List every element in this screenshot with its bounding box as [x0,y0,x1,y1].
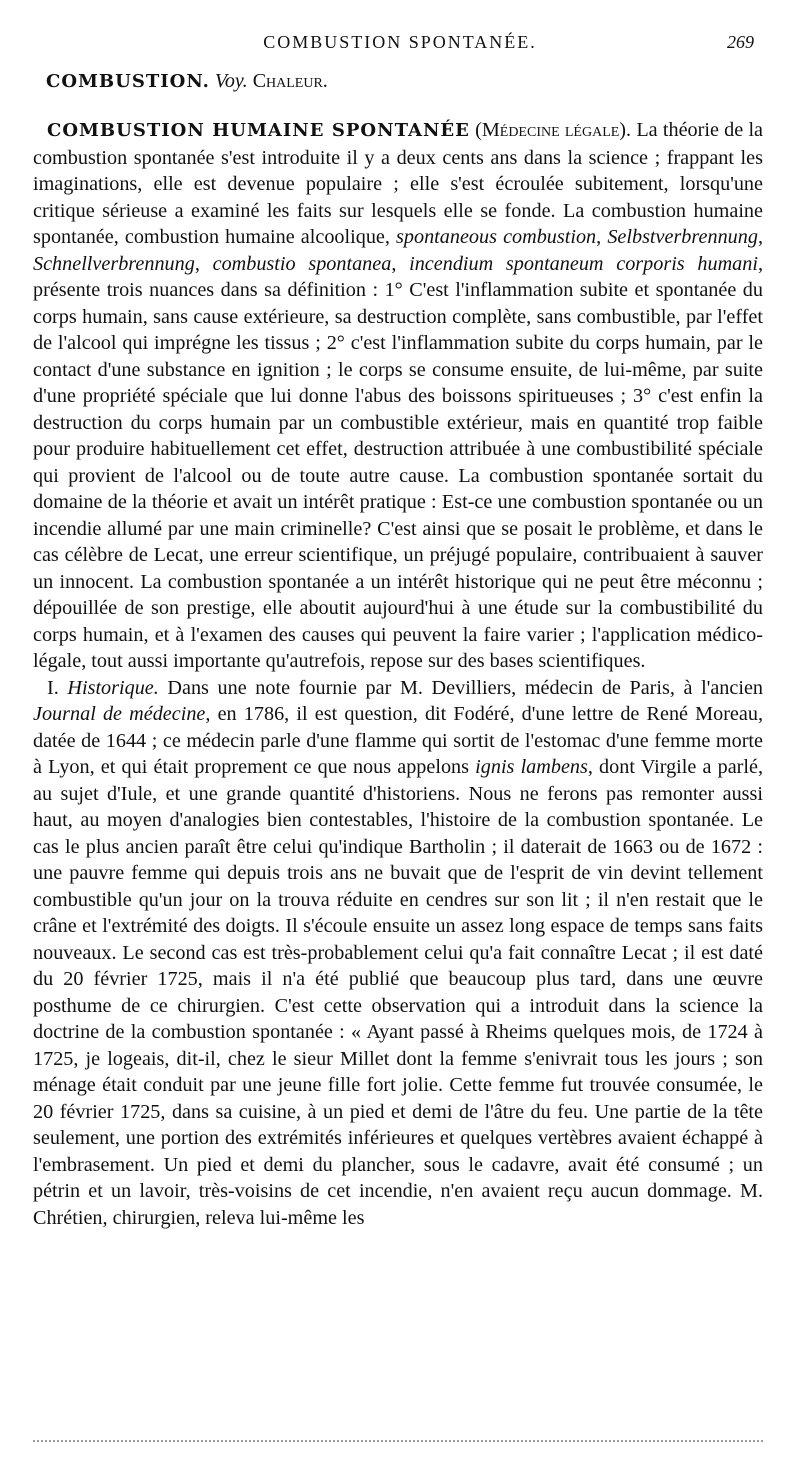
historique-paragraph [33,675,763,1232]
italic-term: combustio spontanea [212,252,392,275]
entry-combustion [46,70,328,93]
section-title: Historique. [67,676,159,699]
section-numeral: I. [47,676,59,699]
text-run: Dans une note fournie par M. Devilliers, médecin de Paris, à l'ancien [158,676,764,699]
footer-divider [33,1440,763,1446]
italic-term: ignis lambens [475,756,588,778]
text-run: , [391,252,410,275]
text-run: La théorie de la combustion spontanée s'est introduite il y a deux cents ans dans la science ; frappant les imaginations, elle est devenue populaire ; elle s'est écroulée subitement, lorsqu'une critique sérieuse a examiné les faits sur lesquels elle se fonde. La combustion humaine spontanée, combustion humaine alcoolique, [33,119,764,248]
italic-term: Journal de médecine [33,703,206,725]
italic-term: Selbstverbrennung [607,226,758,248]
text-run: , [194,252,213,275]
text-run: , présente trois nuances dans sa définition : 1° C'est l'inflammation subite et spontanée du corps humain, sans cause extérieure, sa destruction complète, sans combustible, par l'effet de l'alcool qui imprégne les tissus ; 2° c'est l'inflammation subite du corps humain, par le contact d'une substance en ignition ; le corps se consume ensuite, de lui-même, par suite d'une propriété spéciale que lui donne l'abus des boissons spiritueuses ; 3° c'est enfin la destruction du corps humain par un combustible extérieur, mais en quantité trop faible pour produire habituellement cet effet, destruction attribuée à une combustibilité spéciale qui provient de l'alcool ou de toute autre cause. La combustion spontanée sortait du domaine de la théorie et avait un intérêt pratique : Est-ce une combustion spontanée ou un incendie allumé par une main criminelle? C'est ainsi que se posait le problème, et dans le cas célèbre de Lecat, une erreur scientifique, un préjugé populaire, contribuaient à sauver un innocent. La combustion spontanée a un intérêt historique qui ne peut être méconnu ; dépouillée de son prestige, elle aboutit aujourd'hui à une étude sur la combustibilité du corps humain, et à l'examen des causes qui peuvent la faire varier ; l'application médico-légale, tout aussi importante qu'autrefois, repose sur des bases scientifiques. [33,252,763,672]
entry-ref-voy: Voy. [214,70,248,92]
italic-term: Schnellverbrennung [33,252,195,275]
italic-term: incendium spontaneum corporis humani [409,252,758,275]
article-headword: COMBUSTION HUMAINE SPONTANÉE [47,120,470,141]
article-intro-paragraph [33,117,763,675]
text-run: , en 1786, il est question, dit Fodéré, d'une lettre de René Moreau, datée de 1644 ; ce médecin parle d'une flamme qui sortit de l'estomac d'une femme morte à Lyon, et qui était proprement ce que nous appelons [33,703,763,778]
running-header [0,30,800,58]
text-run: , [596,226,608,248]
italic-term: spontaneous combustion [396,226,597,248]
article-body [33,117,763,1231]
entry-headword: COMBUSTION. [46,71,210,92]
article-domain: (Médecine légale). [475,119,632,141]
entry-ref-target: Chaleur. [252,70,328,92]
running-title: COMBUSTION SPONTANÉE. [263,32,537,52]
text-run: , dont Virgile a parlé, au sujet d'Iule, et une grande quantité d'historiens. Nous ne ferons pas remonter aussi haut, au moyen d'analogies bien contestables, l'histoire de la combustion spontanée. Le cas le plus ancien paraît être celui qu'indique Bartholin ; il daterait de 1663 ou de 1672 : une pauvre femme qui depuis trois ans ne buvait que de l'esprit de vin devint tellement combustible qu'un jour on la trouva réduite en cendres sur son lit ; il n'en restait que le crâne et l'extrémité des doigts. Il s'écoule ensuite un assez long espace de temps sans faits nouveaux. Le second cas est très-probablement celui qu'a fait connaître Lecat ; il est daté du 20 février 1725, mais il n'a été publié que beaucoup plus tard, dans une œuvre posthume de ce chirurgien. C'est cette observation qui a introduit dans la science la doctrine de la combustion spontanée : « Ayant passé à Rheims quelques mois, de 1724 à 1725, je logeais, dit-il, chez le sieur Millet dont la femme s'enivrait tous les jours ; son ménage était conduit par une jeune fille fort jolie. Cette femme fut trouvée consumée, le 20 février 1725, dans sa cuisine, à un pied et demi de l'âtre du feu. Une partie de la tête seulement, une portion des extrémités inférieures et quelques vertèbres avaient échappé à l'embrasement. Un pied et demi du plancher, sous le cadavre, avait été consumé ; un pétrin et un lavoir, très-voisins de cet incendie, n'en avaient reçu aucun dommage. M. Chrétien, chirurgien, releva lui-même les [33,756,763,1229]
text-run: , [757,226,763,248]
page-number: 269 [727,32,754,52]
